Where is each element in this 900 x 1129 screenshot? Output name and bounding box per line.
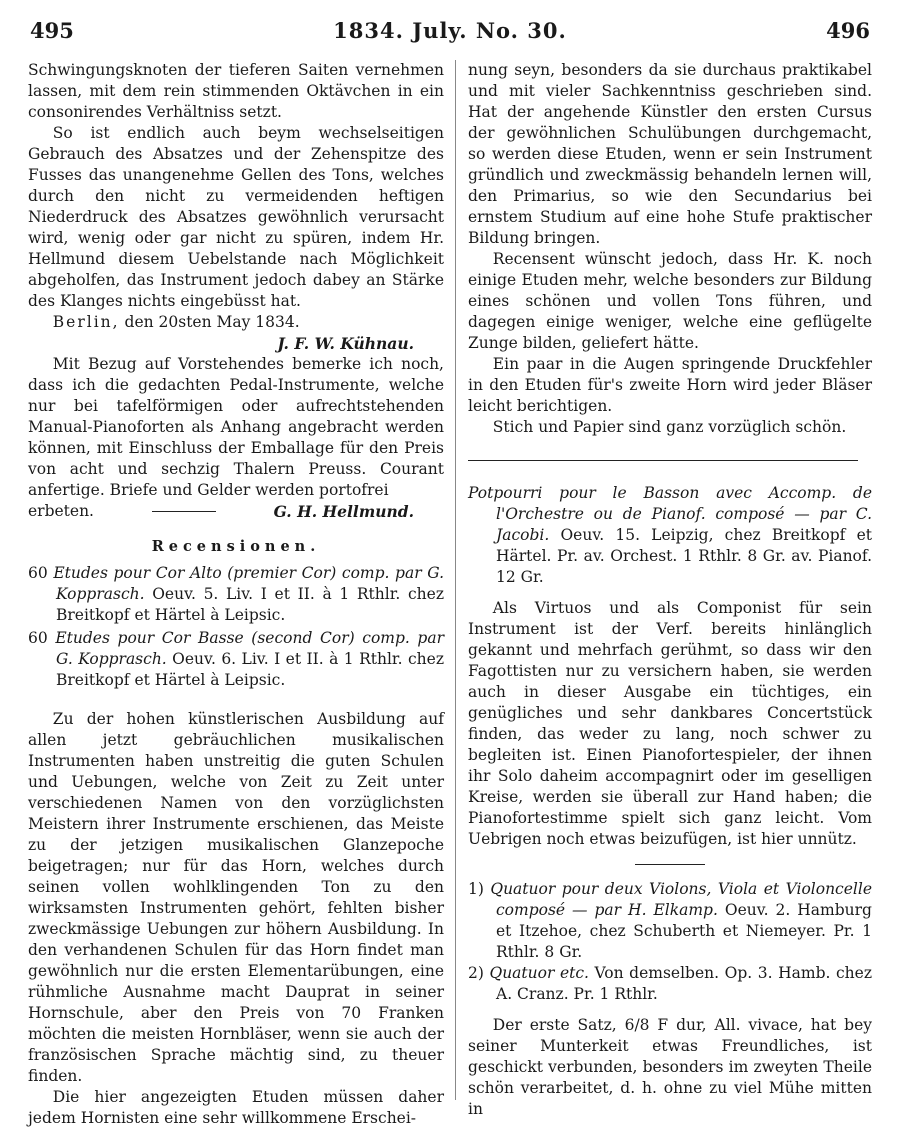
review-entry (28, 563, 444, 626)
entry-title: Quatuor pour deux Violons, Viola et Violoncelle composé — par H. Elkamp. (490, 880, 872, 919)
paragraph: Mit Bezug auf Vorstehendes bemerke ich noch, dass ich die gedachten Pedal-Instrumente, welche nur bei tafelförmigen oder aufrechtstehenden Manual-Pianoforten als Anhang angebracht werden können, mit Einschluss der Emballage für den Preis von acht und sechzig Thalern Preuss. Courant anfertige. Briefe und Gelder werden portofrei (28, 355, 444, 499)
paragraph: Stich und Papier sind ganz vorzüglich schön. (492, 418, 847, 436)
paragraph: So ist endlich auch beym wechselseitigen Gebrauch des Absatzes und der Zehenspitze des Fusses das unangenehme Gellen des Tons, welches durch den nicht zu vermeidenden heftigen Niederdruck des Absatzes gewöhnlich verursacht wird, wenig oder gar nicht zu spüren, indem Hr. Hellmund diesem Uebelstande nach Möglichkeit abgeholfen, das Instrument jedoch dabey an Stärke des Klanges nichts eingebüsst hat. (28, 124, 444, 310)
entry-title: Etudes pour Cor Basse (second Cor) comp. par G. Kopprasch. (55, 629, 444, 668)
paragraph: Schwingungsknoten der tieferen Saiten vernehmen lassen, mit dem rein stimmenden Oktävchen in ein consonirendes Verhältniss setzt. (28, 61, 444, 121)
page-number-right: 496 (826, 18, 870, 43)
entry-title: Etudes pour Cor Alto (premier Cor) comp. par G. Kopprasch. (53, 564, 444, 603)
dateline-date: den 20sten May 1834. (119, 313, 300, 331)
entry-details: Oeuv. 2. Hamburg et Itzehoe, chez Schuberth et Niemeyer. Pr. 1 Rthlr. 8 Gr. (496, 901, 872, 961)
closing-word: erbeten. (28, 502, 94, 520)
entry-title: Quatuor etc. (489, 964, 589, 982)
review-entry (468, 483, 872, 588)
paragraph: Die hier angezeigten Etuden müssen daher jedem Hornisten eine sehr willkommene Erschei- (28, 1088, 444, 1127)
dateline-city: Berlin, (52, 313, 120, 331)
page-header (30, 14, 870, 48)
short-rule (152, 511, 216, 512)
paragraph: Zu der hohen künstlerischen Ausbildung auf allen jetzt gebräuchlichen musikalischen Instrumenten haben unstreitig die guten Schulen und Uebungen, welche von Zeit zu Zeit unter verschiedenen Namen von den vorzüglichsten Meistern ihrer Instrumente erschienen, das Meiste zu der jetzigen musikalischen Glanzepoche beigetragen; nur für das Horn, welches durch seinen vollen wohlklingenden Ton zu den wirksamsten Instrumenten gehört, fehlten bisher zweckmässige Uebungen zur höhern Ausbildung. In den verhandenen Schulen für das Horn findet man gewöhnlich nur die ersten Elementarübungen, eine rühmliche Ausnahme macht Dauprat in seiner Hornschule, aber den Preis von 70 Franken möchten die meisten Hornbläser, wenn sie auch der französischen Sprache mächtig sind, zu theuer finden. (28, 710, 444, 1085)
paragraph: nung seyn, besonders da sie durchaus praktikabel und mit vieler Sachkenntniss geschrieben sind. Hat der angehende Künstler den ersten Cursus der gewöhnlichen Schulübungen durchgemacht, so werden diese Etuden, wenn er sein Instrument gründlich und zweckmässig behandeln lernen will, den Primarius, so wie den Secundarius bei ernstem Studium auf eine hohe Stufe praktischer Bildung bringen. (468, 61, 872, 247)
right-column (468, 60, 872, 1118)
entry-number: 60 (28, 564, 54, 582)
entry-details: Von demselben. Op. 3. Hamb. chez A. Cranz. Pr. 1 Rthlr. (496, 964, 872, 1003)
section-rule (468, 460, 858, 461)
paragraph: Als Virtuos und als Componist für sein Instrument ist der Verf. bereits hinlänglich gekannt und mehrfach gerühmt, so dass wir den Fagottisten nur zu versichern haben, sie werden auch in dieser Ausgabe ein tüchtiges, ein genügliches und sehr dankbares Concertstück finden, das weder zu lang, noch schwer zu begleiten ist. Einen Pianofortespieler, der ihnen ihr Solo daheim accompagnirt oder im geselligen Kreise, werden sie überall zur Hand haben; die Pianofortestimme spielt sich ganz leicht. Vom Uebrigen noch etwas beizufügen, ist hier unnütz. (468, 599, 872, 848)
page-number-left: 495 (30, 18, 74, 43)
spacer (468, 588, 872, 598)
spacer (28, 691, 444, 709)
left-column (28, 60, 444, 1127)
column-divider (455, 60, 456, 1100)
entry-number: 60 (28, 629, 56, 647)
dateline (28, 312, 444, 333)
entry-title: Potpourri pour le Basson avec Accomp. de l'Orchestre ou de Pianof. composé — par C. Jacobi. (468, 484, 872, 544)
paragraph: Recensent wünscht jedoch, dass Hr. K. noch einige Etuden mehr, welche besonders zur Bildung eines schönen und vollen Tons führen, und dagegen einige weniger, welche eine geflügelte Zunge bilden, geliefert hätte. (468, 250, 872, 352)
entry-number: 1) (468, 880, 491, 898)
short-rule (635, 864, 705, 865)
closing-line (28, 501, 444, 522)
review-entry (28, 628, 444, 691)
signature-hellmund: G. H. Hellmund. (273, 502, 414, 521)
entry-number: 2) (468, 964, 490, 982)
paragraph: Ein paar in die Augen springende Druckfehler in den Etuden für's zweite Horn wird jeder Bläser leicht berichtigen. (468, 355, 872, 415)
review-entry (468, 963, 872, 1005)
entry-details: Oeuv. 6. Liv. I et II. à 1 Rthlr. chez Breitkopf et Härtel à Leipsic. (56, 650, 444, 689)
issue-title: 1834. July. No. 30. (333, 18, 567, 43)
paragraph: Der erste Satz, 6/8 F dur, All. vivace, hat bey seiner Munterkeit etwas Freundliches, ist geschickt verbunden, besonders im zweyten Theile schön verarbeitet, d. h. ohne zu viel Mühe mitten in (468, 1016, 872, 1118)
entry-details: Oeuv. 5. Liv. I et II. à 1 Rthlr. chez Breitkopf et Härtel à Leipsic. (56, 585, 444, 624)
review-entry (468, 879, 872, 963)
section-heading: Recensionen. (151, 538, 321, 555)
signature-kuehnau: J. F. W. Kühnau. (277, 334, 414, 353)
spacer (468, 1005, 872, 1015)
entry-details: Oeuv. 15. Leipzig, chez Breitkopf et Härtel. Pr. av. Orchest. 1 Rthlr. 8 Gr. av. Pianof. 12 Gr. (496, 526, 872, 586)
